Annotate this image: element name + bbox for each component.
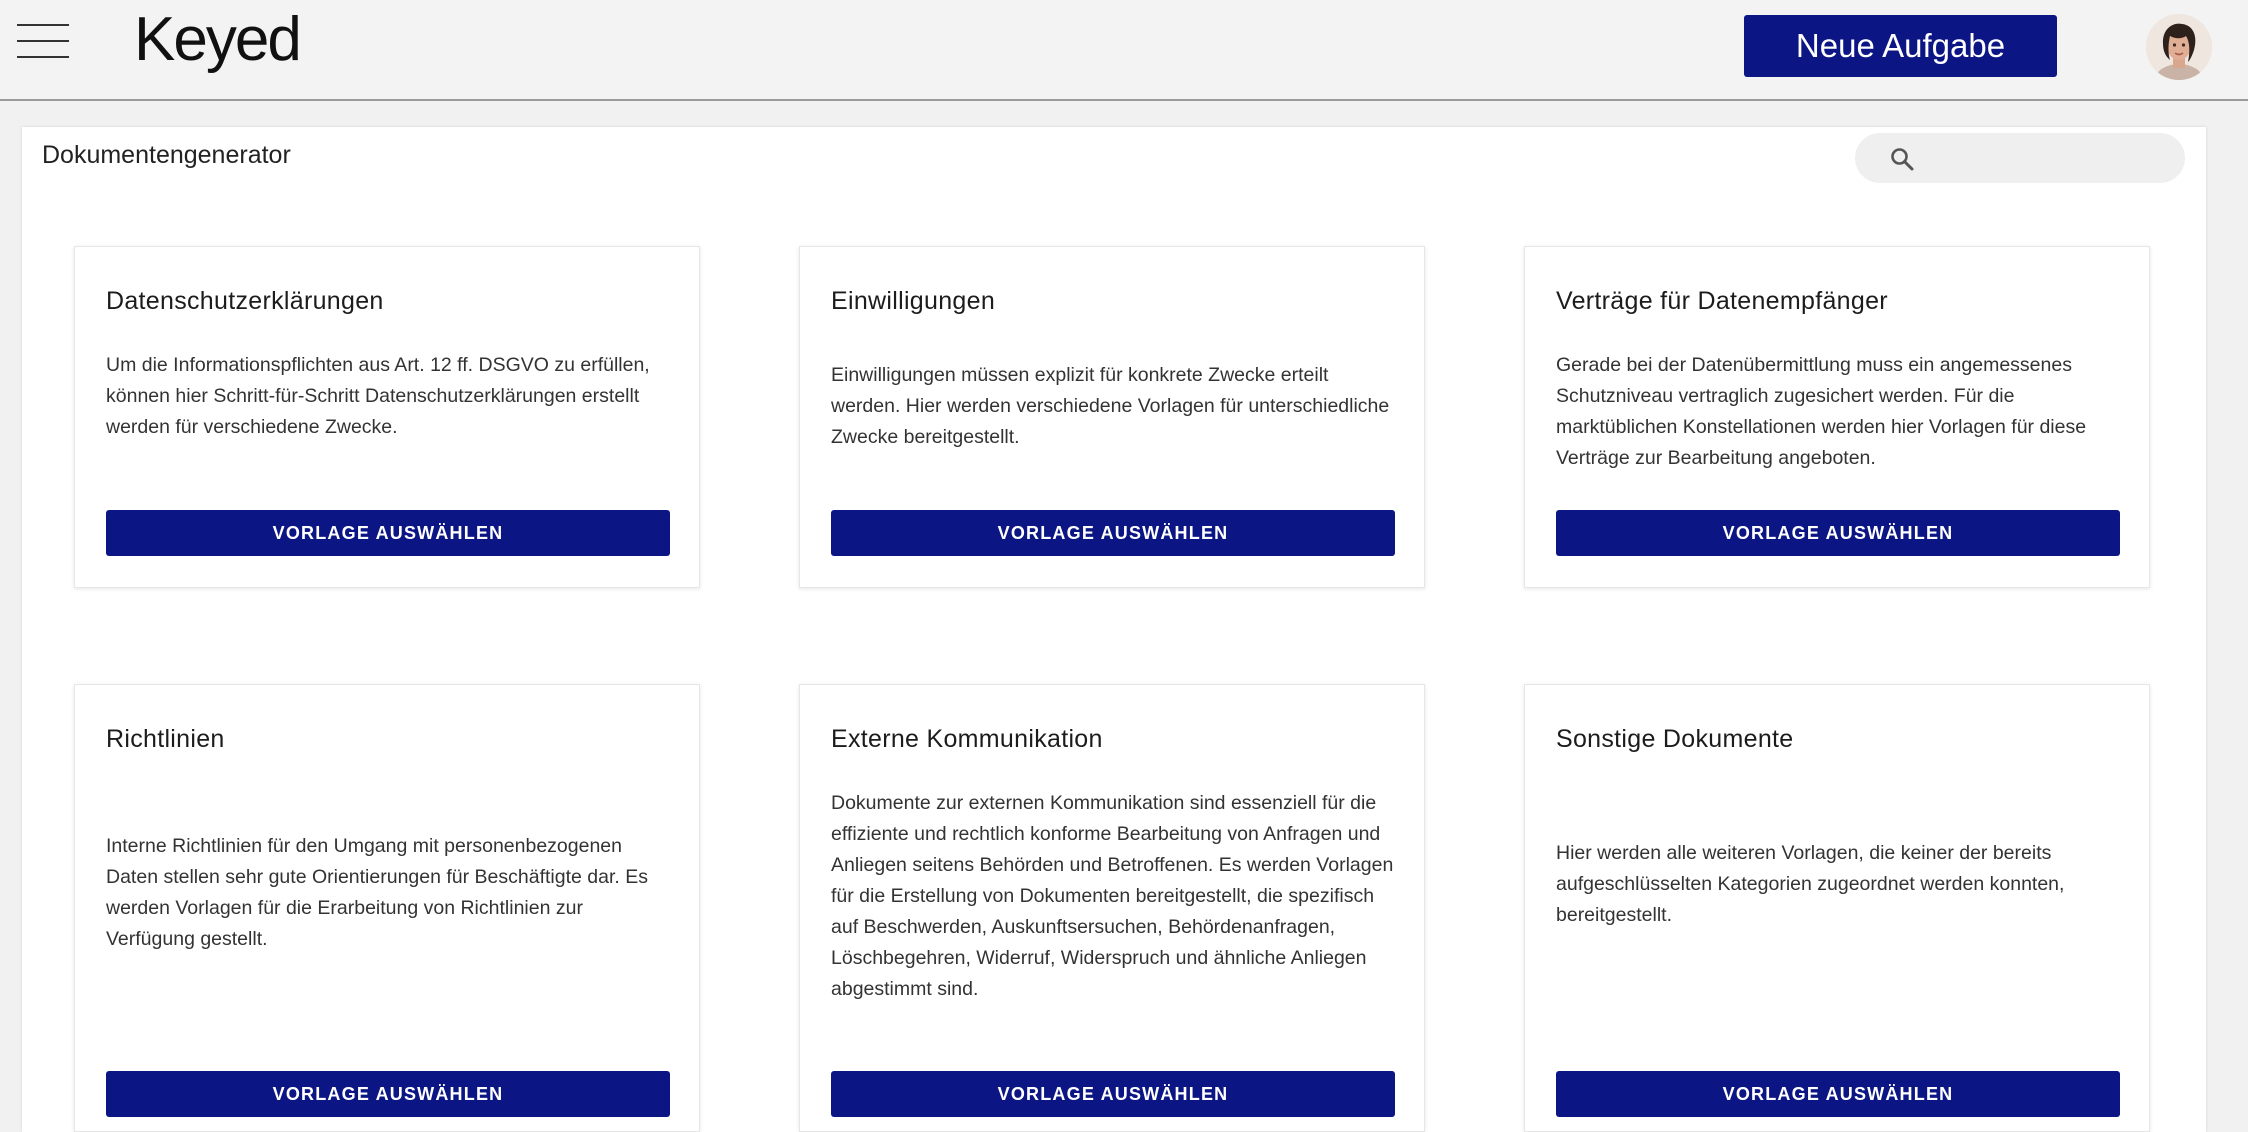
select-template-button[interactable]: VORLAGE AUSWÄHLEN (831, 510, 1395, 556)
new-task-button[interactable]: Neue Aufgabe (1744, 15, 2057, 77)
select-template-button[interactable]: VORLAGE AUSWÄHLEN (106, 1071, 670, 1117)
main-panel (22, 127, 2206, 1132)
card-description: Dokumente zur externen Kommunikation sind essenziell für die effiziente und rechtlich konforme Bearbeitung von Anfragen und Anliegen seitens Behörden und Betroffenen. Es werden Vorlagen für die Erstellung von Dokumenten bereitgestellt, die spezifisch auf Beschwerden, Auskunftsersuchen, Behördenanfragen, Löschbegehren, Widerruf, Widerspruch und ähnliche Anliegen abgestimmt sind. (831, 792, 1394, 1000)
app-logo[interactable]: Keyed (134, 5, 300, 74)
search-icon (1889, 146, 1915, 172)
card-title: Verträge für Datenempfänger (1556, 287, 1888, 315)
card-richtlinien (74, 684, 700, 1132)
card-title: Richtlinien (106, 725, 225, 753)
search-input[interactable] (1925, 141, 2169, 177)
avatar-image-icon (2146, 14, 2212, 80)
select-template-button[interactable]: VORLAGE AUSWÄHLEN (1556, 1071, 2120, 1117)
card-externe-kommunikation (799, 684, 1425, 1132)
card-description: Interne Richtlinien für den Umgang mit personenbezogenen Daten stellen sehr gute Orientierungen für Beschäftigte dar. Es werden Vorlagen für die Erarbeitung von Richtlinien zur Verfügung gestellt. (106, 835, 648, 950)
card-einwilligungen (799, 246, 1425, 588)
card-description: Um die Informationspflichten aus Art. 12 ff. DSGVO zu erfüllen, können hier Schritt-für-Schritt Datenschutzerklärungen erstellt werden für verschiedene Zwecke. (106, 354, 650, 438)
hamburger-menu-icon[interactable] (17, 22, 69, 60)
select-template-button[interactable]: VORLAGE AUSWÄHLEN (106, 510, 670, 556)
card-title: Sonstige Dokumente (1556, 725, 1794, 753)
card-datenschutzerklaerungen (74, 246, 700, 588)
card-description: Gerade bei der Datenübermittlung muss ein angemessenes Schutzniveau vertraglich zugesichert werden. Für die marktüblichen Konstellationen werden hier Vorlagen für diese Verträge zur Bearbeitung angeboten. (1556, 354, 2087, 469)
top-header (0, 0, 2248, 101)
card-vertraege-fuer-datenempfaenger (1524, 246, 2150, 588)
select-template-button[interactable]: VORLAGE AUSWÄHLEN (1556, 510, 2120, 556)
card-title: Einwilligungen (831, 287, 996, 315)
page-title: Dokumentengenerator (42, 141, 291, 169)
card-title: Datenschutzerklärungen (106, 287, 384, 315)
card-description: Einwilligungen müssen explizit für konkrete Zwecke erteilt werden. Hier werden verschiedene Vorlagen für unterschiedliche Zwecke bereitgestellt. (831, 364, 1390, 448)
card-description: Hier werden alle weiteren Vorlagen, die keiner der bereits aufgeschlüsselten Kategorien zugeordnet werden konnten, bereitgestellt. (1556, 842, 2065, 926)
user-avatar[interactable] (2146, 14, 2212, 80)
select-template-button[interactable]: VORLAGE AUSWÄHLEN (831, 1071, 1395, 1117)
card-title: Externe Kommunikation (831, 725, 1103, 753)
search-box[interactable] (1855, 133, 2185, 183)
card-sonstige-dokumente (1524, 684, 2150, 1132)
